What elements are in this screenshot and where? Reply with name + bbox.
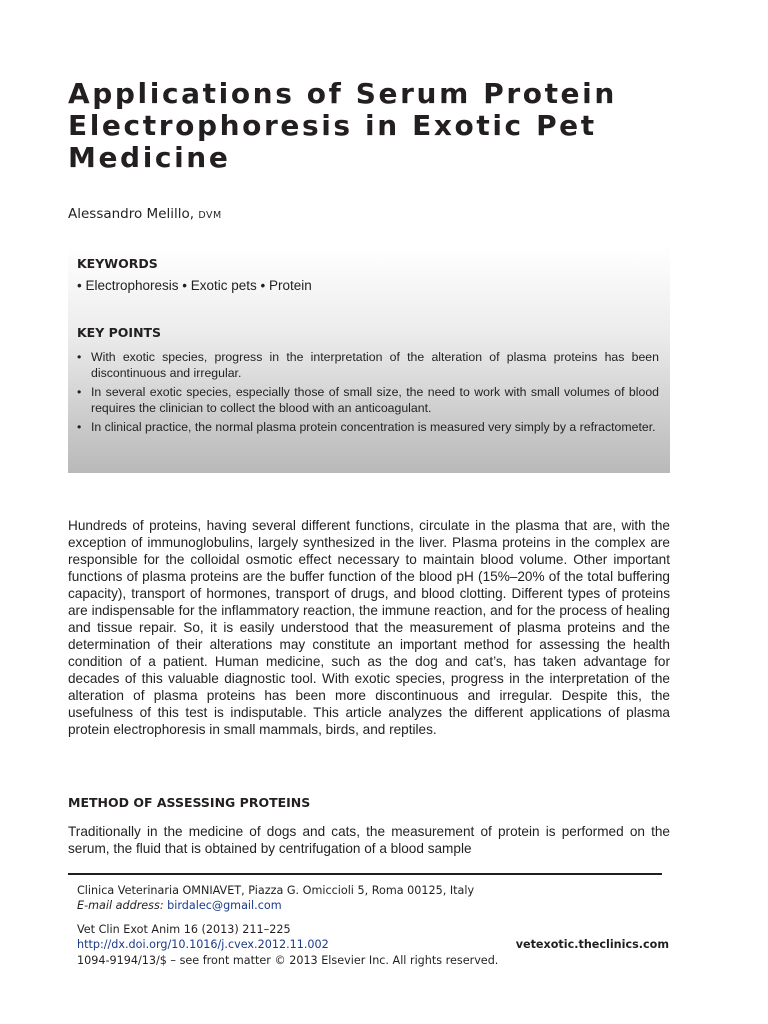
key-point-item (77, 349, 659, 381)
section-paragraph: Traditionally in the medicine of dogs and cats, the measurement of protein is performed on the serum, the fluid that is obtained by centrifugation of a blood sample (68, 824, 670, 856)
email-link[interactable]: birdalec@gmail.com (167, 899, 282, 912)
email-label: E-mail address: (77, 899, 164, 912)
bullet-icon: • (77, 420, 82, 434)
journal-url[interactable]: vetexotic.theclinics.com (515, 938, 669, 951)
author-degree: DVM (198, 210, 222, 221)
key-points-list (77, 349, 659, 438)
citation: Vet Clin Exot Anim 16 (2013) 211–225 (77, 923, 291, 936)
bullet-icon: • (77, 350, 82, 364)
keywords-list: • Electrophoresis • Exotic pets • Protein (77, 278, 312, 293)
author-line (68, 206, 222, 222)
key-point-item (77, 419, 659, 435)
affiliation: Clinica Veterinaria OMNIAVET, Piazza G. Omiccioli 5, Roma 00125, Italy (77, 884, 475, 897)
article-title: Applications of Serum Protein Electrophoresis in Exotic Pet Medicine (68, 77, 617, 174)
key-point-item (77, 384, 659, 416)
bullet-icon: • (77, 385, 82, 399)
keywords-box (68, 247, 670, 473)
key-points-heading: KEY POINTS (77, 325, 162, 340)
author-name: Alessandro Melillo, (68, 206, 195, 222)
key-point-text: In clinical practice, the normal plasma protein concentration is measured very simply by a refractometer. (91, 420, 656, 434)
key-point-text: With exotic species, progress in the interpretation of the alteration of plasma proteins has been discontinuous and irregular. (91, 350, 659, 380)
footer-divider (68, 873, 662, 875)
copyright: 1094-9194/13/$ – see front matter © 2013 Elsevier Inc. All rights reserved. (77, 954, 499, 967)
key-point-text: In several exotic species, especially those of small size, the need to work with small volumes of blood requires the clinician to collect the blood with an anticoagulant. (91, 385, 659, 415)
keywords-heading: KEYWORDS (77, 256, 158, 271)
intro-paragraph: Hundreds of proteins, having several different functions, circulate in the plasma that are, with the exception of immunoglobulins, largely synthesized in the liver. Plasma proteins in the complex are responsible for the colloidal osmotic effect necessary to maintain blood volume. Other important functions of plasma proteins are the buffer function of the blood pH (15%–20% of the total buffering capacity), transport of hormones, transport of drugs, and blood clotting. Different types of proteins are indispensable for the inflammatory reaction, the immune reaction, and for the process of healing and tissue repair. So, it is easily understood that the measurement of plasma proteins and the determination of their alterations may constitute an important method for assessing the health condition of a patient. Human medicine, such as the dog and cat’s, has taken advantage for decades of this valuable diagnostic tool. With exotic species, progress in the interpretation of the alteration of plasma proteins has been more discontinuous and irregular. Despite this, the usefulness of this test is indisputable. This article analyzes the different applications of plasma protein electrophoresis in small mammals, birds, and reptiles. (68, 518, 670, 737)
email-line (77, 899, 282, 913)
doi-link[interactable]: http://dx.doi.org/10.1016/j.cvex.2012.11.002 (77, 938, 329, 951)
section-heading: METHOD OF ASSESSING PROTEINS (68, 795, 311, 810)
